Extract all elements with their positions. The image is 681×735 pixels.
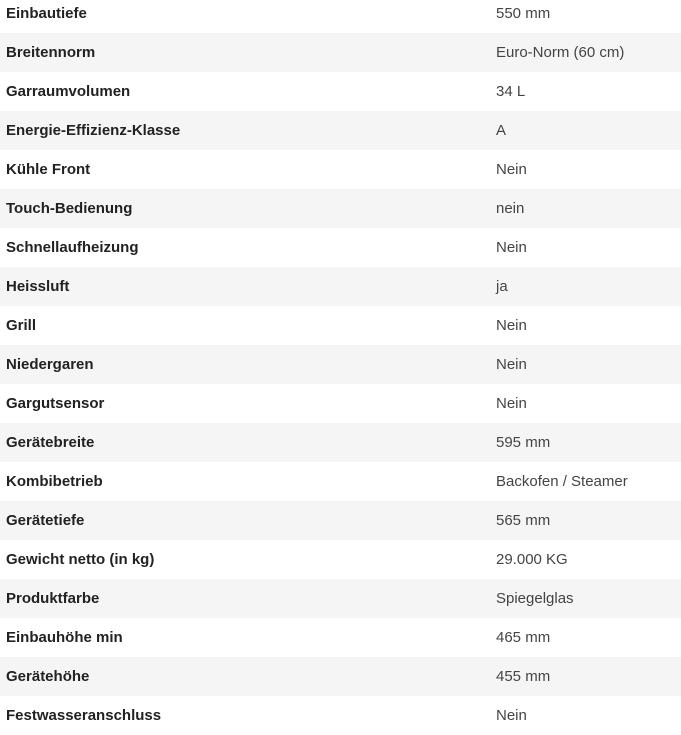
spec-value: ja [489,267,681,306]
spec-label: Kombibetrieb [6,473,103,490]
spec-value: Nein [496,395,527,412]
spec-label: Touch-Bedienung [0,189,489,228]
spec-label: Festwasseranschluss [6,707,162,724]
spec-label: Gerätetiefe [0,501,489,540]
spec-row-gargutsensor [0,384,681,423]
spec-row-garraumvolumen [0,72,681,111]
spec-label: Gerätehöhe [0,657,489,696]
spec-value: Backofen / Steamer [496,473,628,490]
spec-row-heissluft [0,267,681,306]
spec-value: 34 L [496,83,526,100]
spec-row-energie-effizienz-klasse [0,111,681,150]
spec-label: Kühle Front [6,161,91,178]
spec-row-kuehle-front [0,150,681,189]
spec-label: Produktfarbe [0,579,489,618]
spec-row-niedergaren [0,345,681,384]
spec-value: Euro-Norm (60 cm) [489,33,681,72]
spec-label: Heissluft [0,267,489,306]
spec-value: 550 mm [496,5,551,22]
spec-value: 455 mm [489,657,681,696]
spec-value: nein [489,189,681,228]
spec-value: 595 mm [489,423,681,462]
spec-label: Einbauhöhe min [6,629,123,646]
spec-row-einbauhoehe-min [0,618,681,657]
spec-row-grill [0,306,681,345]
spec-row-geraetetiefe [0,501,681,540]
spec-row-einbautiefe [0,0,681,33]
spec-row-schnellaufheizung [0,228,681,267]
spec-value: Nein [496,161,527,178]
spec-value: A [489,111,681,150]
spec-label: Gargutsensor [6,395,105,412]
spec-label: Grill [6,317,37,334]
spec-value: 465 mm [496,629,551,646]
spec-row-geraetebreite [0,423,681,462]
spec-label: Breitennorm [0,33,489,72]
spec-row-gewicht-netto [0,540,681,579]
spec-row-produktfarbe [0,579,681,618]
spec-label: Garraumvolumen [6,83,131,100]
spec-label: Gerätebreite [0,423,489,462]
spec-row-kombibetrieb [0,462,681,501]
spec-value: Nein [496,239,527,256]
spec-row-festwasseranschluss [0,696,681,735]
spec-value: 565 mm [489,501,681,540]
spec-value: Nein [496,707,527,724]
spec-row-breitennorm [0,33,681,72]
spec-label: Schnellaufheizung [6,239,139,256]
spec-label: Gewicht netto (in kg) [6,551,155,568]
spec-value: Nein [489,345,681,384]
spec-label: Energie-Effizienz-Klasse [0,111,489,150]
spec-label: Einbautiefe [6,5,87,22]
spec-row-geraetehoehe [0,657,681,696]
spec-row-touch-bedienung [0,189,681,228]
spec-value: Spiegelglas [489,579,681,618]
spec-value: 29.000 KG [496,551,568,568]
spec-value: Nein [496,317,527,334]
spec-label: Niedergaren [0,345,489,384]
